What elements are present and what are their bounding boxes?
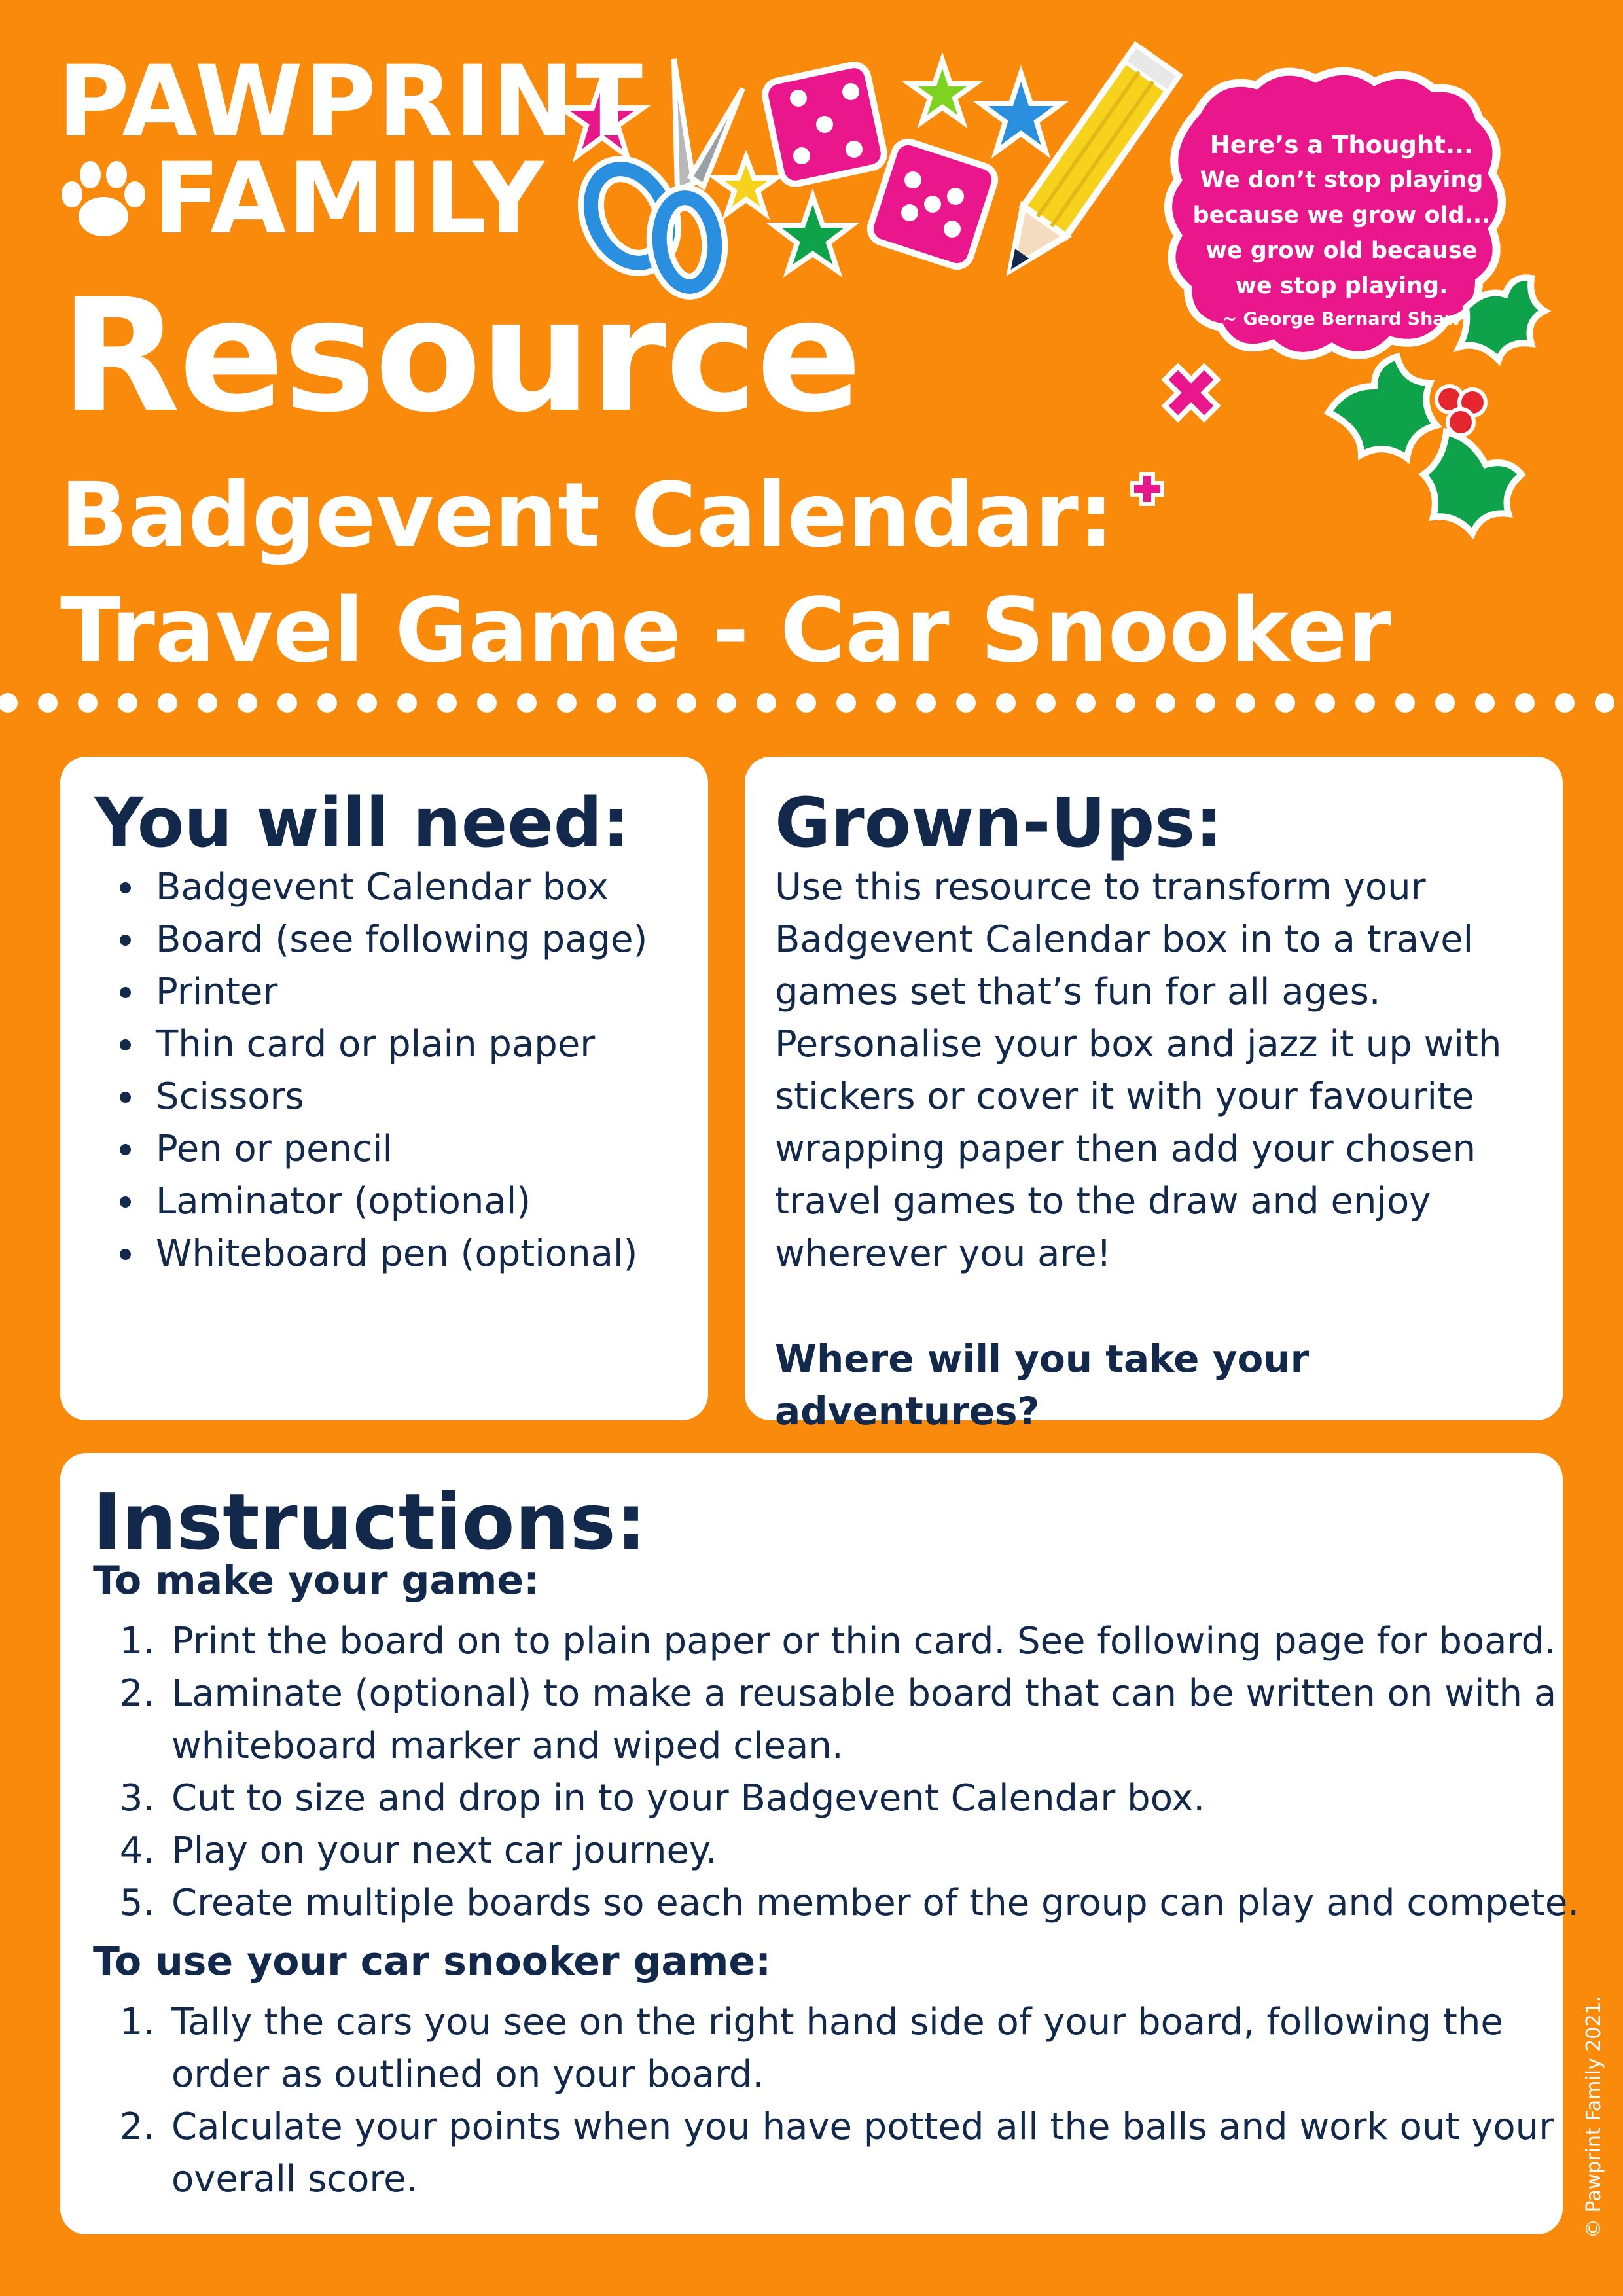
grown-ups-question: Where will you take your adventures? (775, 1336, 1310, 1433)
brand-logo (58, 45, 645, 256)
divider-dot (477, 693, 497, 713)
divider-dot (1275, 693, 1295, 713)
divider-dot (357, 693, 377, 713)
quote-line: we stop playing. (1235, 273, 1448, 299)
you-will-need-card (60, 757, 708, 1420)
divider-dot (1595, 693, 1614, 713)
divider-dot (1515, 693, 1535, 713)
quote-line: we grow old because (1205, 238, 1478, 264)
list-item: 4. Play on your next car journey. (166, 1825, 1586, 1877)
list-item: 5. Create multiple boards so each member of the group can play and compete. (166, 1877, 1586, 1929)
list-item: • Scissors (147, 1071, 647, 1123)
divider-dot (277, 693, 297, 713)
divider-dot (876, 693, 896, 713)
list-item: 3. Cut to size and drop in to your Badgevent Calendar box. (166, 1772, 1586, 1825)
divider-dot (1555, 693, 1575, 713)
list-item: 2. Laminate (optional) to make a reusable board that can be written on with a whiteboard marker and wiped clean. (166, 1668, 1586, 1772)
divider-dot (677, 693, 696, 713)
list-item: • Thin card or plain paper (147, 1018, 647, 1071)
make-heading: To make your game: (93, 1558, 540, 1604)
instructions-heading: Instructions: (93, 1477, 647, 1567)
divider-dot (397, 693, 417, 713)
quote-line: We don’t stop playing (1200, 167, 1484, 193)
materials-list (99, 861, 647, 1280)
divider-dot (1196, 693, 1215, 713)
divider-dot (517, 693, 537, 713)
use-heading: To use your car snooker game: (93, 1939, 772, 1984)
dice-icon (762, 62, 887, 187)
divider-dot (198, 693, 217, 713)
divider-dot (78, 693, 98, 713)
divider-dot (1435, 693, 1455, 713)
divider-dot (1355, 693, 1375, 713)
list-item: 1. Tally the cars you see on the right hand side of your board, following the order as outlined on your board. (166, 1996, 1586, 2101)
quote-heading: Here’s a Thought... (1209, 131, 1474, 159)
list-item: • Badgevent Calendar box (147, 861, 647, 914)
list-item: 1. Print the board on to plain paper or thin card. See following page for board. (166, 1615, 1586, 1668)
divider-dot (118, 693, 137, 713)
divider-dot (317, 693, 337, 713)
divider-dot (1395, 693, 1415, 713)
grown-ups-heading: Grown-Ups: (775, 783, 1222, 863)
divider-dot (238, 693, 257, 713)
divider-dot (757, 693, 776, 713)
divider-dot (717, 693, 736, 713)
divider-dot (637, 693, 656, 713)
grown-ups-body: Use this resource to transform your Badgevent Calendar box in to a travel games set that’s fun for all ages. Personalise your box and jazz it up with stickers or cover it with your favourite wrapping paper then add your chosen travel games to the draw and enjoy wherever you are! (775, 866, 1502, 1275)
dotted-divider (0, 693, 1614, 713)
star-icon (980, 73, 1061, 152)
divider-dot (1315, 693, 1335, 713)
divider-dot (0, 693, 18, 713)
list-item: • Whiteboard pen (optional) (147, 1228, 647, 1280)
make-steps-list (93, 1615, 1586, 1929)
list-item: • Laminator (optional) (147, 1175, 647, 1228)
divider-dot (1116, 693, 1135, 713)
divider-dot (996, 693, 1016, 713)
list-item: • Pen or pencil (147, 1123, 647, 1175)
divider-dot (1475, 693, 1495, 713)
divider-dot (1076, 693, 1096, 713)
star-icon (716, 157, 776, 213)
copyright-text: © Pawprint Family 2021. (1582, 1995, 1605, 2238)
brand-line2: FAMILY (153, 142, 546, 256)
list-item: • Board (see following page) (147, 914, 647, 966)
grown-ups-card (745, 757, 1563, 1433)
paw-icon (58, 156, 149, 242)
divider-dot (158, 693, 177, 713)
divider-dot (836, 693, 856, 713)
you-will-need-heading: You will need: (94, 783, 630, 863)
divider-dot (437, 693, 457, 713)
subtitle-line2: Travel Game - Car Snooker (60, 579, 1391, 683)
instructions-card (60, 1453, 1580, 2234)
divider-dot (557, 693, 577, 713)
divider-dot (597, 693, 616, 713)
divider-dot (796, 693, 816, 713)
star-icon (910, 60, 975, 122)
divider-dot (1036, 693, 1056, 713)
list-item: • Printer (147, 966, 647, 1018)
divider-dot (956, 693, 976, 713)
divider-dot (1236, 693, 1255, 713)
page-title: Resource (60, 266, 861, 447)
list-item: 2. Calculate your points when you have potted all the balls and work out your overall score. (166, 2101, 1586, 2206)
star-icon (774, 196, 852, 271)
divider-dot (1156, 693, 1175, 713)
quote-text (1191, 128, 1492, 335)
page-subtitle (60, 458, 1391, 689)
use-steps-list (93, 1996, 1586, 2206)
quote-author: ~ George Bernard Shaw (1222, 309, 1461, 329)
divider-dot (38, 693, 58, 713)
subtitle-line1: Badgevent Calendar: (60, 464, 1115, 567)
divider-dot (916, 693, 936, 713)
quote-line: because we grow old... (1192, 202, 1491, 228)
brand-line1: PAWPRINT (58, 45, 645, 159)
